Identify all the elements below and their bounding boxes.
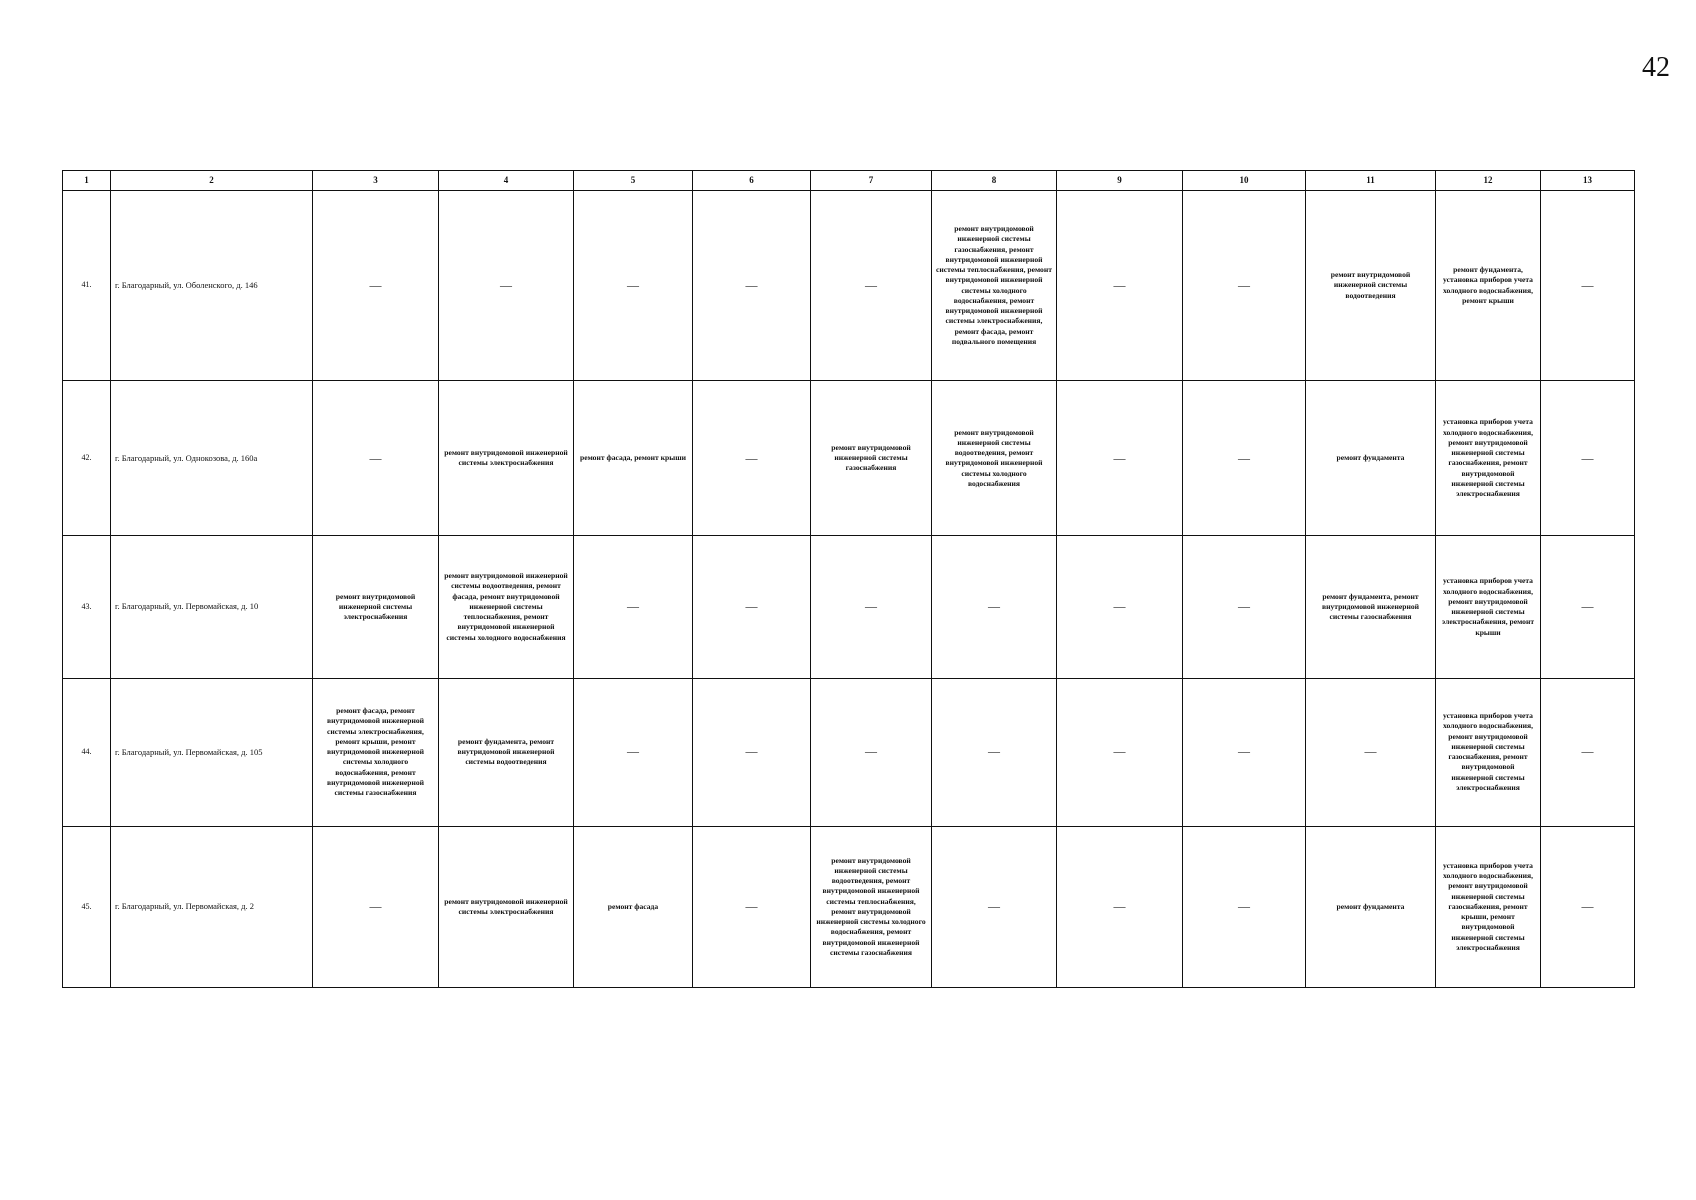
table-row <box>63 381 1635 536</box>
column-number: 5 <box>574 171 693 191</box>
table-cell: — <box>932 826 1057 987</box>
table-cell: — <box>313 191 439 381</box>
row-number: 44. <box>63 678 111 826</box>
table-cell: — <box>1057 678 1183 826</box>
table-cell: — <box>574 678 693 826</box>
table-cell: — <box>1057 536 1183 678</box>
table-cell: ремонт внутридомовой инженерной системы газоснабжения, ремонт внутридомовой инженерной системы теплоснабжения, ремонт внутридомовой инженерной системы холодного водоснабжения, ремонт внутридомовой инженерной системы электроснабжения, ремонт фасада, ремонт подвального помещения <box>932 191 1057 381</box>
table-cell: — <box>932 536 1057 678</box>
table-cell: — <box>313 826 439 987</box>
table-row <box>63 826 1635 987</box>
column-number: 3 <box>313 171 439 191</box>
table-row <box>63 536 1635 678</box>
address-cell: г. Благодарный, ул. Оболенского, д. 146 <box>111 191 313 381</box>
column-number: 2 <box>111 171 313 191</box>
table-cell: ремонт фундамента, ремонт внутридомовой инженерной системы водоотведения <box>439 678 574 826</box>
table-cell: — <box>574 536 693 678</box>
table-cell: ремонт фасада, ремонт внутридомовой инженерной системы электроснабжения, ремонт крыши, ремонт внутридомовой инженерной системы холодного водоснабжения, ремонт внутридомовой инженерной системы газоснабжения <box>313 678 439 826</box>
table-cell: — <box>811 678 932 826</box>
table-cell: — <box>313 381 439 536</box>
table-cell: ремонт фундамента, установка приборов учета холодного водоснабжения, ремонт крыши <box>1436 191 1541 381</box>
table-cell: ремонт внутридомовой инженерной системы электроснабжения <box>439 381 574 536</box>
table-cell: — <box>574 191 693 381</box>
table-cell: — <box>811 536 932 678</box>
column-number: 13 <box>1541 171 1635 191</box>
table-row <box>63 678 1635 826</box>
row-number: 41. <box>63 191 111 381</box>
column-number: 10 <box>1183 171 1306 191</box>
page-number: 42 <box>1642 52 1670 83</box>
table-cell: — <box>1057 191 1183 381</box>
row-number: 42. <box>63 381 111 536</box>
table-cell: установка приборов учета холодного водоснабжения, ремонт внутридомовой инженерной системы газоснабжения, ремонт внутридомовой инженерной системы электроснабжения <box>1436 381 1541 536</box>
column-number: 4 <box>439 171 574 191</box>
table-cell: — <box>1541 826 1635 987</box>
column-number: 7 <box>811 171 932 191</box>
table-cell: — <box>1057 381 1183 536</box>
table-cell: — <box>932 678 1057 826</box>
column-number: 8 <box>932 171 1057 191</box>
column-number: 6 <box>693 171 811 191</box>
table-cell: — <box>693 381 811 536</box>
table-cell: — <box>693 826 811 987</box>
table-cell: ремонт фундамента, ремонт внутридомовой инженерной системы газоснабжения <box>1306 536 1436 678</box>
table-row <box>63 191 1635 381</box>
table-cell: ремонт внутридомовой инженерной системы водоотведения, ремонт внутридомовой инженерной системы теплоснабжения, ремонт внутридомовой инженерной системы холодного водоснабжения, ремонт внутридомовой инженерной системы газоснабжения <box>811 826 932 987</box>
table-cell: — <box>1306 678 1436 826</box>
column-number: 9 <box>1057 171 1183 191</box>
table-cell: — <box>1183 381 1306 536</box>
table-cell: — <box>811 191 932 381</box>
address-cell: г. Благодарный, ул. Первомайская, д. 10 <box>111 536 313 678</box>
table-cell: — <box>1057 826 1183 987</box>
table-cell: — <box>1541 191 1635 381</box>
table-cell: установка приборов учета холодного водоснабжения, ремонт внутридомовой инженерной системы электроснабжения, ремонт крыши <box>1436 536 1541 678</box>
address-cell: г. Благодарный, ул. Первомайская, д. 2 <box>111 826 313 987</box>
table-cell: установка приборов учета холодного водоснабжения, ремонт внутридомовой инженерной системы газоснабжения, ремонт внутридомовой инженерной системы электроснабжения <box>1436 678 1541 826</box>
table-cell: ремонт фасада, ремонт крыши <box>574 381 693 536</box>
table-cell: — <box>1183 191 1306 381</box>
column-number: 11 <box>1306 171 1436 191</box>
table-cell: — <box>1541 381 1635 536</box>
table-cell: — <box>693 678 811 826</box>
row-number: 45. <box>63 826 111 987</box>
table-cell: — <box>1183 826 1306 987</box>
table-cell: — <box>1541 678 1635 826</box>
row-number: 43. <box>63 536 111 678</box>
table-cell: ремонт внутридомовой инженерной системы электроснабжения <box>313 536 439 678</box>
table-cell: ремонт внутридомовой инженерной системы газоснабжения <box>811 381 932 536</box>
table-cell: ремонт внутридомовой инженерной системы водоотведения, ремонт внутридомовой инженерной системы холодного водоснабжения <box>932 381 1057 536</box>
table-cell: ремонт внутридомовой инженерной системы водоотведения <box>1306 191 1436 381</box>
column-number: 12 <box>1436 171 1541 191</box>
address-cell: г. Благодарный, ул. Первомайская, д. 105 <box>111 678 313 826</box>
table-cell: ремонт фундамента <box>1306 826 1436 987</box>
table-cell: ремонт внутридомовой инженерной системы электроснабжения <box>439 826 574 987</box>
table-cell: установка приборов учета холодного водоснабжения, ремонт внутридомовой инженерной системы газоснабжения, ремонт крыши, ремонт внутридомовой инженерной системы электроснабжения <box>1436 826 1541 987</box>
table-cell: ремонт фундамента <box>1306 381 1436 536</box>
table-cell: — <box>1541 536 1635 678</box>
address-cell: г. Благодарный, ул. Однокозова, д. 160а <box>111 381 313 536</box>
column-number: 1 <box>63 171 111 191</box>
table-cell: — <box>693 536 811 678</box>
column-number-row <box>63 171 1635 191</box>
repair-schedule-table <box>62 170 1635 988</box>
table-cell: ремонт внутридомовой инженерной системы водоотведения, ремонт фасада, ремонт внутридомовой инженерной системы теплоснабжения, ремонт внутридомовой инженерной системы холодного водоснабжения <box>439 536 574 678</box>
table-cell: — <box>1183 536 1306 678</box>
table-cell: ремонт фасада <box>574 826 693 987</box>
table-cell: — <box>1183 678 1306 826</box>
table-cell: — <box>439 191 574 381</box>
table-cell: — <box>693 191 811 381</box>
